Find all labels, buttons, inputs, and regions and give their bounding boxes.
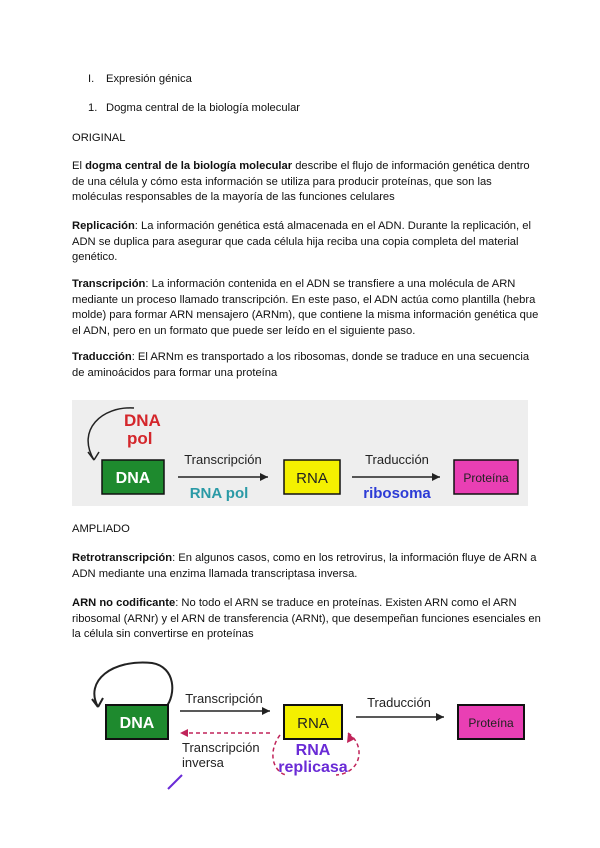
traduccion-body: : El ARNm es transportado a los ribosomas, donde se traduce en una secuencia de aminoácidos para formar una proteína: [72, 351, 530, 379]
traduccion-label: Traducción: [367, 695, 431, 710]
traduccion-label: Traducción: [365, 452, 429, 467]
rna-pol-label: RNA pol: [189, 485, 249, 502]
paragraph-arn-no-codificante: [72, 596, 542, 643]
outline-l1-heading: Expresión génica: [106, 73, 192, 85]
dna-pol-label-line2: pol: [127, 429, 153, 448]
outline-l2-marker: 1.: [88, 102, 98, 114]
ribosoma-label: ribosoma: [363, 485, 431, 502]
paragraph-replicacion: [72, 219, 542, 266]
rna-replicasa-line1: RNA: [295, 742, 331, 759]
replicacion-body: : La información genética está almacenada en el ADN. Durante la replicación, el ADN se duplica para asegurar que cada célula hija reciba una copia completa del material genético.: [72, 220, 531, 264]
paragraph-transcripcion: [72, 277, 542, 339]
dna-box-label: DNA: [119, 715, 155, 732]
transcripcion-label: Transcripción: [184, 452, 262, 467]
paragraph-traduccion: [72, 350, 542, 381]
transcripcion-inversa-line1: Transcripción: [182, 740, 260, 755]
protein-box-label: Proteína: [463, 471, 509, 485]
arn-nc-term: ARN no codificante: [72, 597, 176, 609]
retro-body: : En algunos casos, como en los retrovirus, la información fluye de ARN a ADN mediante una enzima llamada transcriptasa inversa.: [72, 552, 537, 580]
central-dogma-diagram: [72, 400, 528, 506]
intro-term: dogma central de la biología molecular: [85, 160, 293, 172]
protein-box-label: Proteína: [468, 716, 514, 730]
traduccion-term: Traducción: [72, 351, 132, 363]
intro-prefix: El: [72, 160, 86, 172]
transcripcion-label: Transcripción: [185, 691, 263, 706]
extended-dogma-diagram: [72, 655, 532, 790]
dna-pol-label-line1: DNA: [124, 411, 161, 430]
section-label-ampliado: AMPLIADO: [72, 523, 130, 535]
paragraph-intro: [72, 159, 542, 206]
replicacion-term: Replicación: [72, 220, 135, 232]
arn-nc-body: : No todo el ARN se traduce en proteínas. Existen ARN como el ARN ribosomal (ARNr) y el ARN de transferencia (ARNt), que desempeñan funciones esenciales en la célula sin convertirse en proteínas: [72, 597, 541, 641]
rna-box-label: RNA: [297, 715, 329, 732]
dna-box-label: DNA: [115, 470, 151, 487]
rna-box-label: RNA: [296, 470, 328, 487]
retro-term: Retrotranscripción: [72, 552, 173, 564]
paragraph-retrotranscripcion: [72, 551, 542, 582]
transcripcion-body: : La información contenida en el ADN se transfiere a una molécula de ARN mediante un proceso llamado transcripción. En este paso, el ADN actúa como plantilla (hebra molde) para formar ARN mensajero (ARNm), que contiene la misma información genética que el ADN, pero en un formato que puede ser leído en el siguiente paso.: [72, 278, 539, 337]
rna-replicasa-line2: replicasa: [278, 759, 348, 776]
transcripcion-inversa-line2: inversa: [182, 755, 224, 770]
outline-l1-marker: I.: [88, 73, 95, 85]
section-label-original: ORIGINAL: [72, 132, 126, 144]
transcripcion-term: Transcripción: [72, 278, 146, 290]
outline-l2-heading: Dogma central de la biología molecular: [106, 102, 301, 114]
intro-body: describe el flujo de información genética dentro de una célula y cómo esta información se utiliza para producir proteínas, que son las moléculas responsables de la mayoría de las funciones celulares: [72, 160, 530, 204]
